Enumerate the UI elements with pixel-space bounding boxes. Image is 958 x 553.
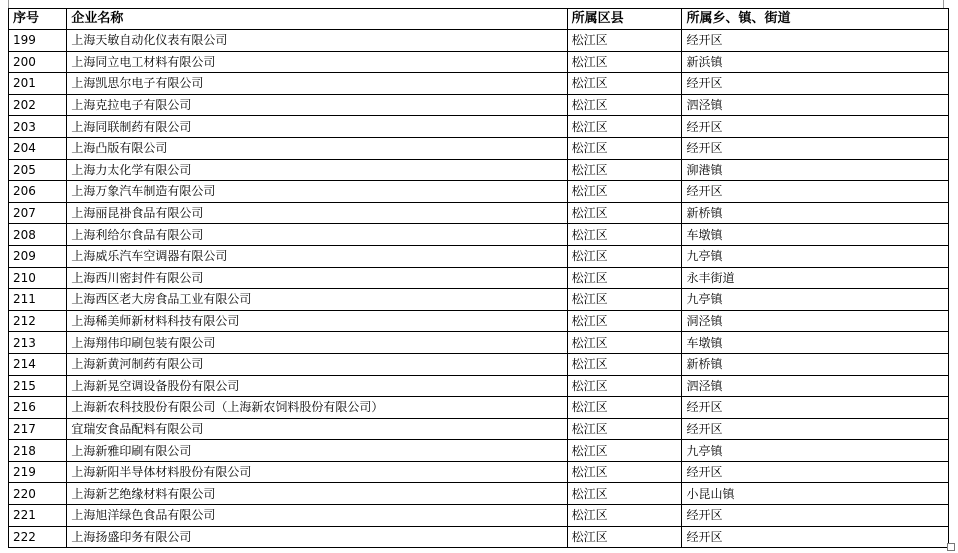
cell-district: 松江区 xyxy=(567,397,682,419)
table-row xyxy=(9,94,949,116)
cell-district: 松江区 xyxy=(567,526,682,548)
cell-index: 208 xyxy=(9,224,67,246)
cell-district: 松江区 xyxy=(567,30,682,52)
cell-town: 新桥镇 xyxy=(682,353,949,375)
resize-handle[interactable] xyxy=(947,543,955,551)
top-left-margin-mark xyxy=(0,0,9,8)
cell-district: 松江区 xyxy=(567,116,682,138)
cell-town: 新浜镇 xyxy=(682,51,949,73)
cell-index: 218 xyxy=(9,440,67,462)
table-row xyxy=(9,375,949,397)
table-row xyxy=(9,461,949,483)
table-row xyxy=(9,137,949,159)
cell-company: 上海新雅印刷有限公司 xyxy=(67,440,567,462)
cell-company: 上海凸版有限公司 xyxy=(67,137,567,159)
cell-index: 199 xyxy=(9,30,67,52)
cell-index: 214 xyxy=(9,353,67,375)
top-right-margin-mark xyxy=(943,0,952,8)
cell-index: 205 xyxy=(9,159,67,181)
cell-town: 洞泾镇 xyxy=(682,310,949,332)
cell-index: 213 xyxy=(9,332,67,354)
table-row xyxy=(9,159,949,181)
cell-company: 上海西川密封件有限公司 xyxy=(67,267,567,289)
cell-company: 上海凯思尔电子有限公司 xyxy=(67,73,567,95)
cell-town: 泗泾镇 xyxy=(682,94,949,116)
cell-company: 上海稀美师新材料科技有限公司 xyxy=(67,310,567,332)
cell-town: 经开区 xyxy=(682,73,949,95)
cell-town: 永丰街道 xyxy=(682,267,949,289)
cell-index: 215 xyxy=(9,375,67,397)
cell-town: 经开区 xyxy=(682,418,949,440)
table-row xyxy=(9,483,949,505)
cell-town: 经开区 xyxy=(682,397,949,419)
cell-town: 九亭镇 xyxy=(682,245,949,267)
table-row xyxy=(9,30,949,52)
cell-town: 经开区 xyxy=(682,181,949,203)
cell-town: 泗泾镇 xyxy=(682,375,949,397)
cell-company: 上海新阳半导体材料股份有限公司 xyxy=(67,461,567,483)
cell-town: 车墩镇 xyxy=(682,224,949,246)
table-row xyxy=(9,505,949,527)
cell-district: 松江区 xyxy=(567,181,682,203)
table-row xyxy=(9,202,949,224)
table-header-row xyxy=(9,9,949,30)
cell-district: 松江区 xyxy=(567,418,682,440)
cell-town: 经开区 xyxy=(682,116,949,138)
table-row xyxy=(9,332,949,354)
cell-district: 松江区 xyxy=(567,375,682,397)
cell-company: 上海力太化学有限公司 xyxy=(67,159,567,181)
cell-district: 松江区 xyxy=(567,440,682,462)
cell-company: 上海新黄河制药有限公司 xyxy=(67,353,567,375)
cell-district: 松江区 xyxy=(567,267,682,289)
cell-company: 上海万象汽车制造有限公司 xyxy=(67,181,567,203)
cell-company: 上海新晃空调设备股份有限公司 xyxy=(67,375,567,397)
table-row xyxy=(9,267,949,289)
cell-index: 201 xyxy=(9,73,67,95)
cell-town: 经开区 xyxy=(682,137,949,159)
cell-company: 上海扬盛印务有限公司 xyxy=(67,526,567,548)
cell-index: 222 xyxy=(9,526,67,548)
table-row xyxy=(9,245,949,267)
cell-town: 经开区 xyxy=(682,526,949,548)
cell-company: 上海旭洋绿色食品有限公司 xyxy=(67,505,567,527)
table-row xyxy=(9,51,949,73)
table-row xyxy=(9,116,949,138)
table-row xyxy=(9,526,949,548)
table-row xyxy=(9,289,949,311)
cell-company: 上海天敏自动化仪表有限公司 xyxy=(67,30,567,52)
cell-town: 泖港镇 xyxy=(682,159,949,181)
cell-district: 松江区 xyxy=(567,159,682,181)
cell-district: 松江区 xyxy=(567,73,682,95)
cell-district: 松江区 xyxy=(567,245,682,267)
cell-company: 上海同联制药有限公司 xyxy=(67,116,567,138)
cell-company: 上海翔伟印刷包装有限公司 xyxy=(67,332,567,354)
table-row xyxy=(9,353,949,375)
cell-company: 宜瑞安食品配料有限公司 xyxy=(67,418,567,440)
cell-district: 松江区 xyxy=(567,310,682,332)
header-index: 序号 xyxy=(9,9,67,30)
cell-company: 上海威乐汽车空调器有限公司 xyxy=(67,245,567,267)
cell-town: 九亭镇 xyxy=(682,289,949,311)
table-body xyxy=(9,9,949,548)
header-district: 所属区县 xyxy=(567,9,682,30)
cell-index: 210 xyxy=(9,267,67,289)
header-company: 企业名称 xyxy=(67,9,567,30)
cell-index: 212 xyxy=(9,310,67,332)
cell-town: 小昆山镇 xyxy=(682,483,949,505)
cell-district: 松江区 xyxy=(567,289,682,311)
cell-index: 209 xyxy=(9,245,67,267)
cell-company: 上海克拉电子有限公司 xyxy=(67,94,567,116)
cell-company: 上海利给尔食品有限公司 xyxy=(67,224,567,246)
cell-town: 车墩镇 xyxy=(682,332,949,354)
cell-district: 松江区 xyxy=(567,94,682,116)
cell-town: 九亭镇 xyxy=(682,440,949,462)
cell-district: 松江区 xyxy=(567,353,682,375)
table-row xyxy=(9,397,949,419)
cell-company: 上海丽昆褂食品有限公司 xyxy=(67,202,567,224)
cell-index: 219 xyxy=(9,461,67,483)
header-town: 所属乡、镇、街道 xyxy=(682,9,949,30)
cell-index: 207 xyxy=(9,202,67,224)
cell-district: 松江区 xyxy=(567,461,682,483)
enterprise-table xyxy=(8,8,949,548)
cell-index: 200 xyxy=(9,51,67,73)
cell-index: 216 xyxy=(9,397,67,419)
cell-index: 221 xyxy=(9,505,67,527)
cell-town: 新桥镇 xyxy=(682,202,949,224)
cell-town: 经开区 xyxy=(682,461,949,483)
table-row xyxy=(9,440,949,462)
cell-district: 松江区 xyxy=(567,332,682,354)
cell-index: 217 xyxy=(9,418,67,440)
cell-index: 204 xyxy=(9,137,67,159)
cell-company: 上海同立电工材料有限公司 xyxy=(67,51,567,73)
cell-index: 220 xyxy=(9,483,67,505)
table-row xyxy=(9,224,949,246)
cell-district: 松江区 xyxy=(567,51,682,73)
table-row xyxy=(9,310,949,332)
cell-district: 松江区 xyxy=(567,202,682,224)
table-row xyxy=(9,73,949,95)
cell-index: 206 xyxy=(9,181,67,203)
cell-town: 经开区 xyxy=(682,505,949,527)
table-row xyxy=(9,418,949,440)
cell-index: 211 xyxy=(9,289,67,311)
cell-district: 松江区 xyxy=(567,483,682,505)
cell-company: 上海西区老大房食品工业有限公司 xyxy=(67,289,567,311)
cell-index: 203 xyxy=(9,116,67,138)
cell-district: 松江区 xyxy=(567,137,682,159)
cell-district: 松江区 xyxy=(567,224,682,246)
table-row xyxy=(9,181,949,203)
cell-company: 上海新农科技股份有限公司（上海新农饲料股份有限公司） xyxy=(67,397,567,419)
cell-district: 松江区 xyxy=(567,505,682,527)
cell-town: 经开区 xyxy=(682,30,949,52)
cell-company: 上海新艺绝缘材料有限公司 xyxy=(67,483,567,505)
cell-index: 202 xyxy=(9,94,67,116)
